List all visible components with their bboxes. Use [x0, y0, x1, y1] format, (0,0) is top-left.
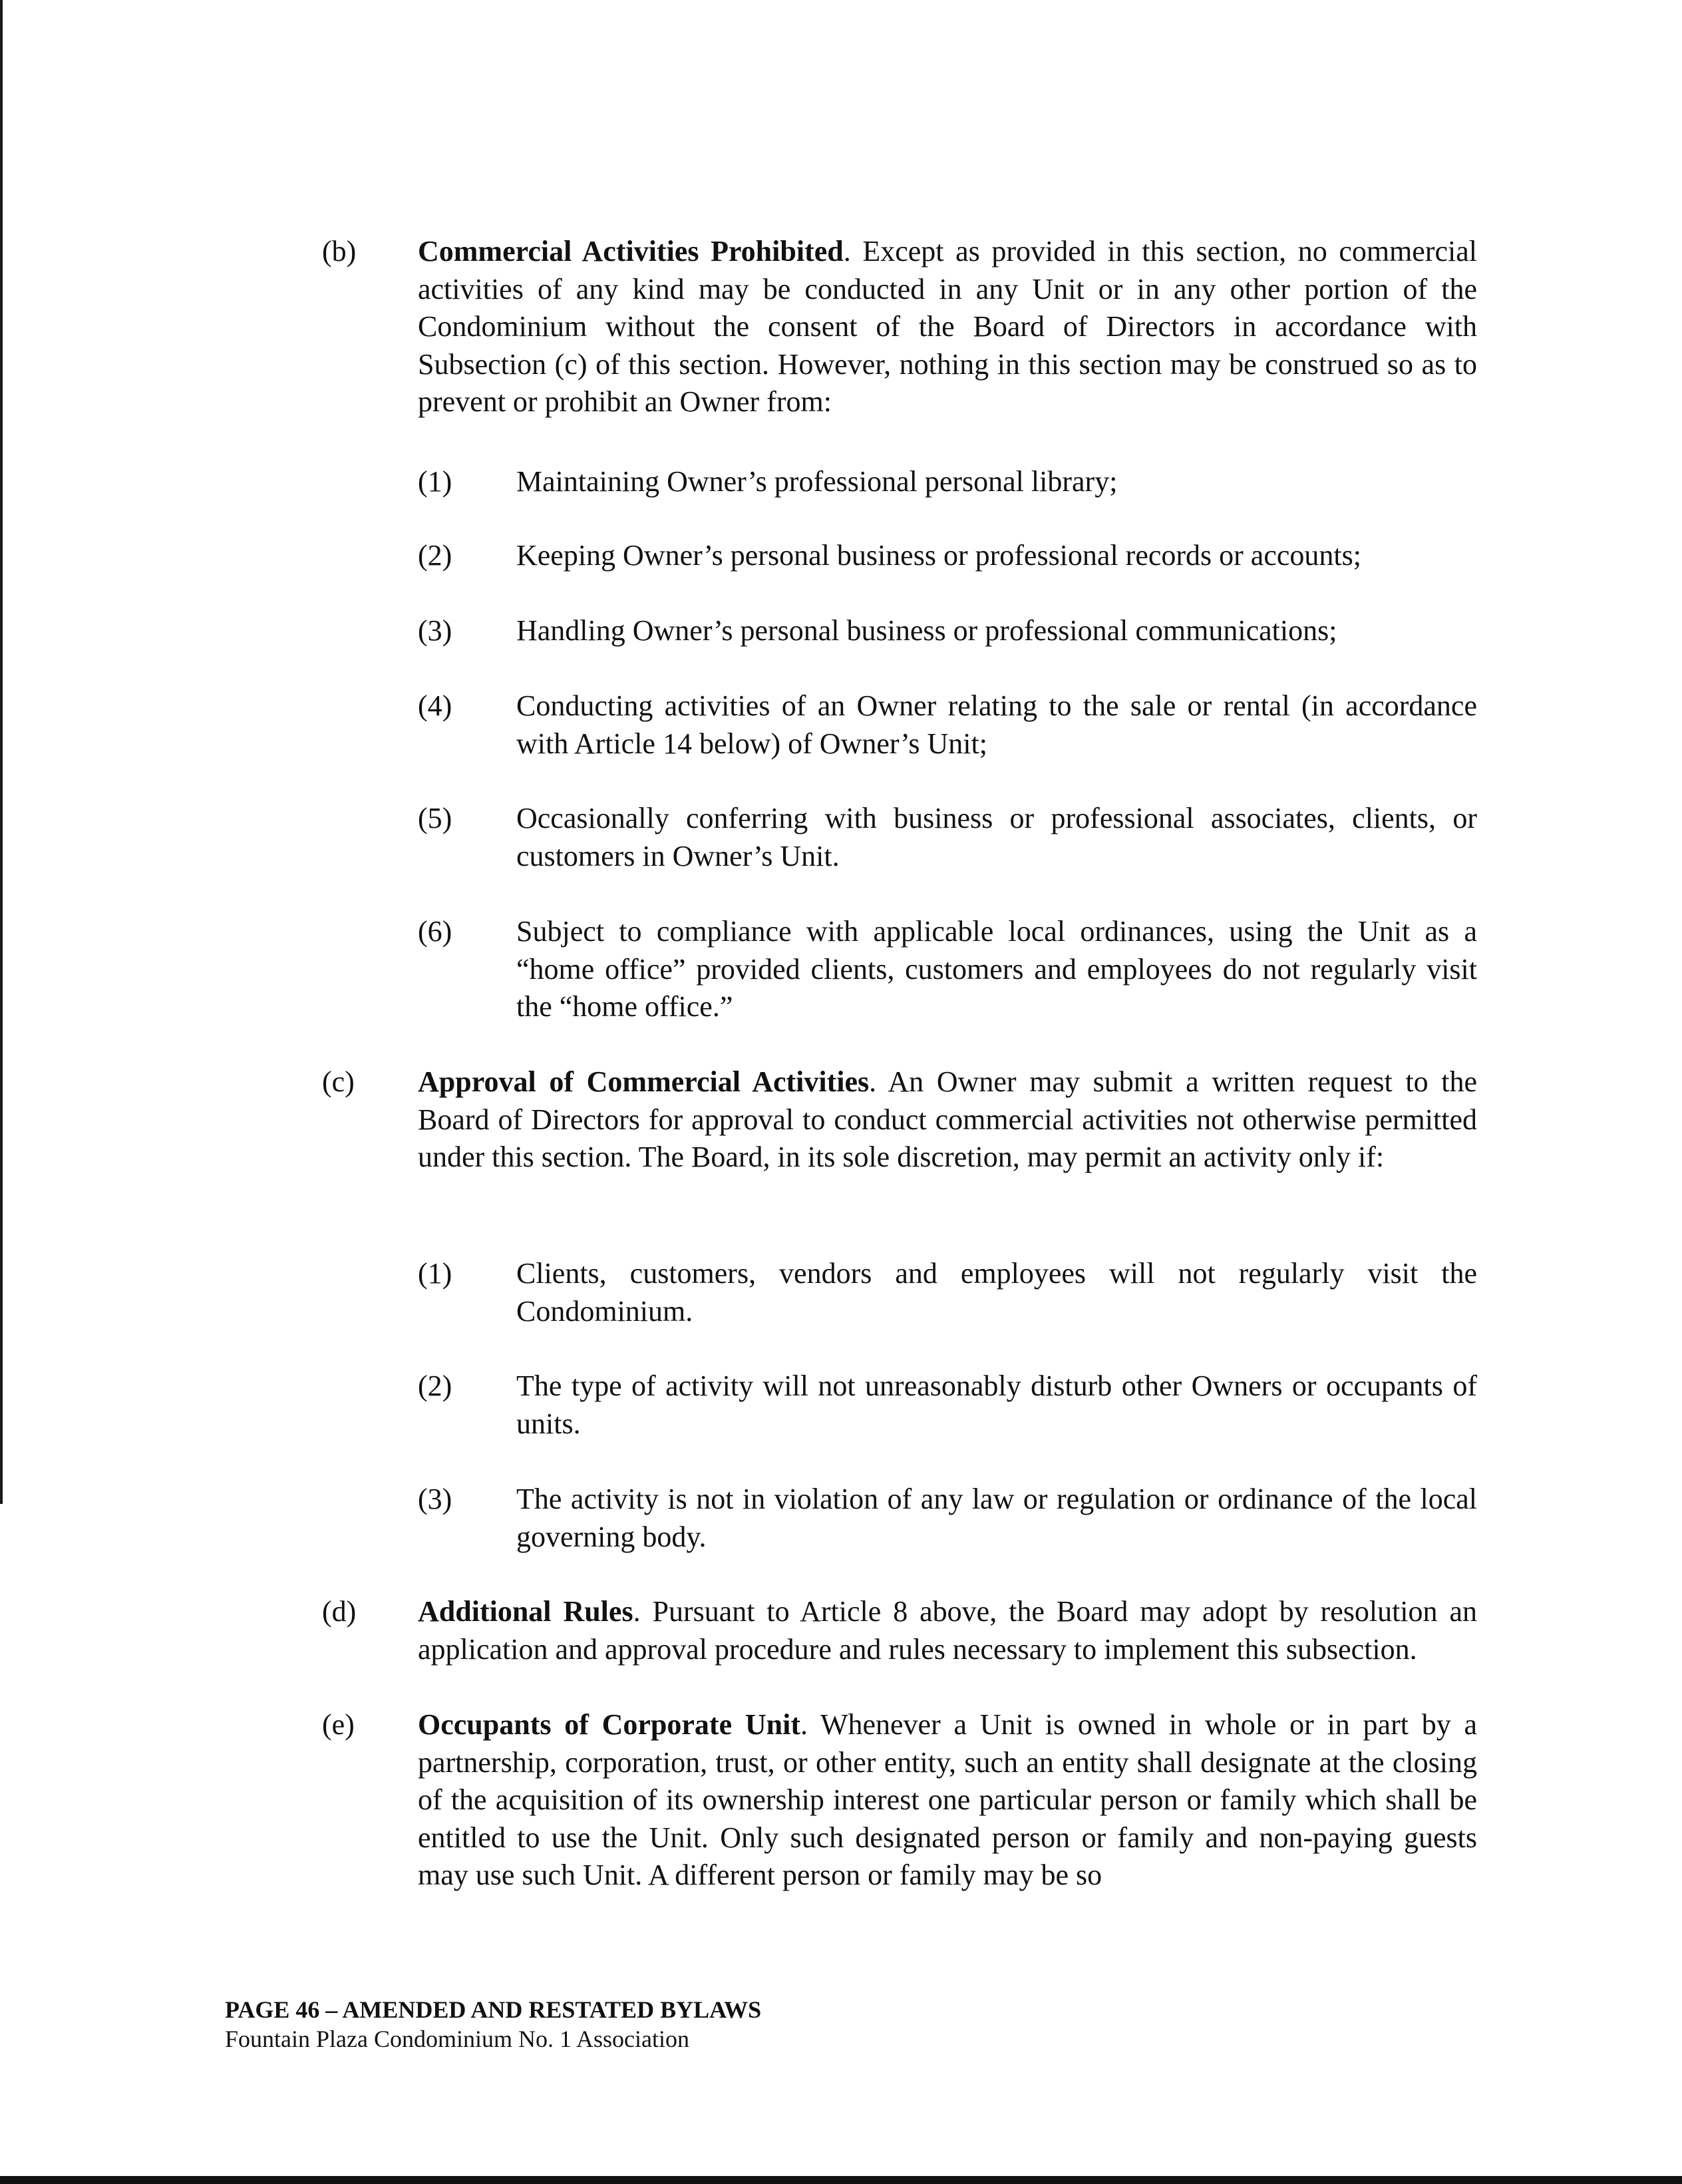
footer-page-title: PAGE 46 – AMENDED AND RESTATED BYLAWS	[225, 1996, 762, 2023]
section-b-item-4-label: (4)	[418, 689, 452, 722]
section-c-body: . An Owner may submit a written request to the Board of Directors for approval to conduct commercial activities not otherwise permitted under this section. The Board, in its sole discretion, may permit an activity only if:	[418, 1065, 1477, 1173]
section-b-label: (b)	[322, 235, 357, 268]
section-b-body: . Except as provided in this section, no commercial activities of any kind may be conducted in any Unit or in any other portion of the Condominium without the consent of the Board of Directors in accordance with Subsection (c) of this section. However, nothing in this section may be construed so as to prevent or prohibit an Owner from:	[418, 235, 1477, 418]
section-b-item-3-label: (3)	[418, 614, 452, 647]
section-c-item-2-text: The type of activity will not unreasonably disturb other Owners or occupants of units.	[516, 1369, 1477, 1440]
section-e-paragraph	[418, 1706, 1477, 1895]
section-c-item-3-label: (3)	[418, 1483, 452, 1515]
section-b-item-3-text: Handling Owner’s personal business or professional communications;	[516, 614, 1337, 647]
section-c-label: (c)	[322, 1065, 355, 1098]
section-d-body: . Pursuant to Article 8 above, the Board may adopt by resolution an application and approval procedure and rules necessary to implement this subsection.	[418, 1595, 1477, 1666]
scan-bottom-edge	[0, 2176, 1682, 2184]
section-c-item-3-text: The activity is not in violation of any law or regulation or ordinance of the local governing body.	[516, 1483, 1477, 1553]
section-b-item-5-label: (5)	[418, 802, 452, 834]
section-c-item-2-label: (2)	[418, 1369, 452, 1402]
section-d-heading: Additional Rules	[418, 1595, 633, 1628]
section-b-item-1-text: Maintaining Owner’s professional personal library;	[516, 465, 1118, 498]
section-b-item-6-label: (6)	[418, 915, 452, 948]
section-d-paragraph	[418, 1593, 1477, 1668]
section-c-paragraph	[418, 1063, 1477, 1177]
section-b-item-4-text: Conducting activities of an Owner relating to the sale or rental (in accordance with Article 14 below) of Owner’s Unit;	[516, 689, 1477, 760]
section-e-label: (e)	[322, 1708, 355, 1741]
section-d-label: (d)	[322, 1595, 357, 1628]
section-c-item-1-text: Clients, customers, vendors and employees will not regularly visit the Condominium.	[516, 1257, 1477, 1328]
section-c-item-1-label: (1)	[418, 1257, 452, 1290]
section-b-paragraph	[418, 233, 1477, 421]
section-e-body: . Whenever a Unit is owned in whole or in part by a partnership, corporation, trust, or other entity, such an entity shall designate at the closing of the acquisition of its ownership interest one particular person or family which shall be entitled to use the Unit. Only such designated person or family and non-paying guests may use such Unit. A different person or family may be so	[418, 1708, 1477, 1891]
section-c-heading: Approval of Commercial Activities	[418, 1065, 870, 1098]
section-b-item-1-label: (1)	[418, 465, 452, 498]
footer-association-name: Fountain Plaza Condominium No. 1 Association	[225, 2026, 689, 2052]
section-b-heading: Commercial Activities Prohibited	[418, 235, 844, 268]
section-b-item-2-label: (2)	[418, 539, 452, 572]
scan-left-edge	[0, 0, 3, 1504]
section-b-item-2-text: Keeping Owner’s personal business or professional records or accounts;	[516, 539, 1361, 572]
section-e-heading: Occupants of Corporate Unit	[418, 1708, 800, 1741]
section-b-item-6-text: Subject to compliance with applicable local ordinances, using the Unit as a “home office” provided clients, customers and employees do not regularly visit the “home office.”	[516, 915, 1477, 1023]
section-b-item-5-text: Occasionally conferring with business or professional associates, clients, or customers in Owner’s Unit.	[516, 802, 1477, 872]
